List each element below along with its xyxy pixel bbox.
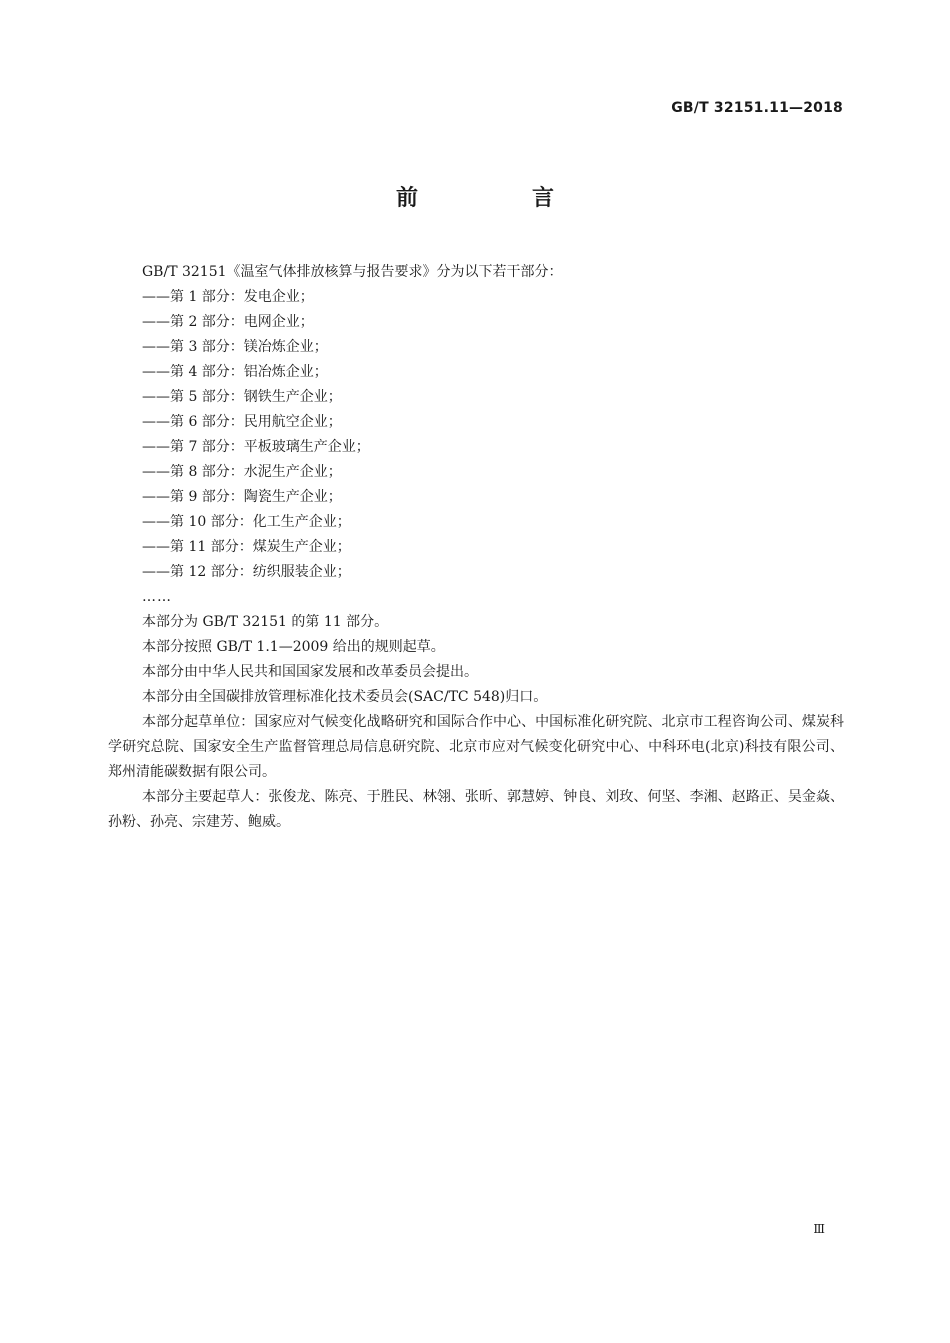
document-body [108, 260, 844, 835]
list-item: ——第 9 部分：陶瓷生产企业； [142, 489, 342, 505]
list-item: ——第 10 部分：化工生产企业； [142, 514, 351, 530]
list-item: ——第 11 部分：煤炭生产企业； [142, 539, 351, 555]
list-item: ——第 4 部分：铝冶炼企业； [142, 364, 328, 380]
paragraph: 本部分为 GB/T 32151 的第 11 部分。 [142, 614, 389, 630]
list-item: ——第 6 部分：民用航空企业； [142, 414, 342, 430]
list-item: ——第 1 部分：发电企业； [142, 289, 314, 305]
list-item: ——第 7 部分：平板玻璃生产企业； [142, 439, 370, 455]
drafting-units-paragraph: 本部分起草单位：国家应对气候变化战略研究和国际合作中心、中国标准化研究院、北京市工程咨询公司、煤炭科学研究总院、国家安全生产监督管理总局信息研究院、北京市应对气候变化研究中心、中科环电(北京)科技有限公司、郑州清能碳数据有限公司。 [108, 714, 844, 780]
paragraph: 本部分由全国碳排放管理标准化技术委员会(SAC/TC 548)归口。 [142, 689, 548, 705]
list-item: ——第 2 部分：电网企业； [142, 314, 314, 330]
list-item: ——第 8 部分：水泥生产企业； [142, 464, 342, 480]
intro-paragraph: GB/T 32151《温室气体排放核算与报告要求》分为以下若干部分： [142, 264, 563, 280]
parts-list [108, 285, 844, 585]
page-title: 前 言 [395, 186, 600, 211]
standard-code: GB/T 32151.11—2018 [671, 100, 843, 116]
paragraph: 本部分由中华人民共和国国家发展和改革委员会提出。 [142, 664, 478, 680]
list-item: ——第 5 部分：钢铁生产企业； [142, 389, 342, 405]
list-item: ——第 12 部分：纺织服装企业； [142, 564, 351, 580]
paragraph: 本部分按照 GB/T 1.1—2009 给出的规则起草。 [142, 639, 445, 655]
list-ellipsis: …… [142, 589, 172, 605]
list-item: ——第 3 部分：镁冶炼企业； [142, 339, 328, 355]
drafters-paragraph: 本部分主要起草人：张俊龙、陈亮、于胜民、林翎、张昕、郭慧婷、钟良、刘玫、何坚、李湘、赵路正、吴金焱、孙粉、孙亮、宗建芳、鲍威。 [108, 789, 844, 830]
page-number: Ⅲ [813, 1222, 825, 1236]
